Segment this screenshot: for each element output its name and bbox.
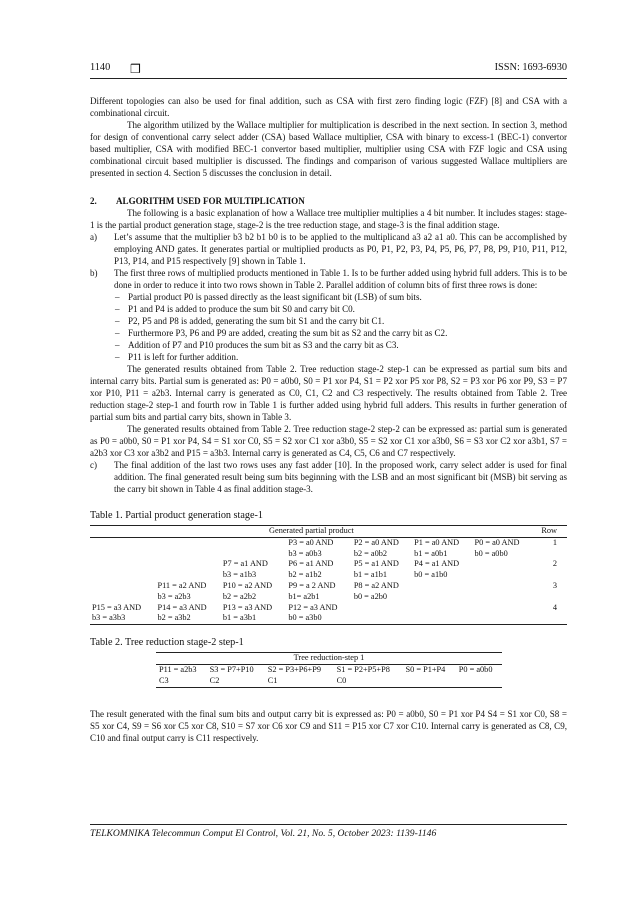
dash-item [90, 303, 567, 315]
table-1-caption: Table 1. Partial product generation stage-1 [90, 510, 263, 521]
table-row [90, 537, 567, 548]
table-cell: P13 = a3 AND [222, 602, 273, 612]
table-cell: b2 = a1b2 [288, 570, 322, 580]
table-row [90, 549, 567, 560]
table-cell: P0 = a0b0 [458, 664, 493, 674]
dash-marker: – [115, 352, 120, 362]
table-cell: b3 = a3b3 [90, 613, 155, 624]
table-cell: b3 = a2b3 [157, 591, 191, 601]
dash-marker: – [115, 316, 120, 326]
table-cell [473, 581, 533, 592]
table-row [90, 613, 567, 624]
dash-item [90, 339, 567, 351]
dash-item [90, 291, 567, 303]
list-item-c [90, 459, 567, 495]
dash-item [90, 327, 567, 339]
table-group-header: Generated partial product [90, 526, 533, 538]
running-header [90, 62, 567, 78]
intro-paragraph-1: Different topologies can also be used for final addition, such as CSA with first zero finding logic (FZF) [8] and CSA with a combinational circuit. [90, 96, 567, 118]
header-rule [90, 78, 567, 79]
table-cell: b1 = a1b1 [353, 570, 388, 580]
row-number: 2 [552, 559, 557, 569]
list-item-text: Let’s assume that the multiplier b3 b2 b1 b0 is to be applied to the multiplicand a3 a2 a1 a0. This can be accomplished by employing AND gates. It generates partial or multiplied products as P0, P1, P2, P3, P4, P5, P6, P7, P8, P9, P10, P11, P12, P13, P14, and P15 respectively [9] shown in Table 1. [114, 232, 567, 266]
list-item-text: The first three rows of multiplied products mentioned in Table 1. Is to be further added using hybrid full adders. This is to be done in order to reduce it into two rows shown in Table 2. Parallel addition of column bits of first three rows is done: [114, 268, 567, 290]
table-cell: P12 = a3 AND [288, 602, 338, 612]
table-cell: P7 = a1 AND [222, 559, 268, 569]
dash-marker: – [115, 328, 120, 338]
intro-paragraph-2: The algorithm utilized by the Wallace multiplier for multiplication is described in the next section. In section 3, method for design of conventional carry select adder (CSA) based Wallace multiplier, CSA with binary to excess-1 (BEC-1) convertor based multiplier, CSA with modified BEC-1 convertor based multiplier, multiplier using CSA with FZF logic and CSA using combinational circuit based multiplier is discussed. The findings and comparison of various suggested Wallace multipliers are presented in section 4. Section 5 discusses the conclusion in detail. [90, 120, 567, 178]
dash-text: P2, P5 and P8 is added, generating the sum bit S1 and the carry bit C1. [128, 316, 385, 326]
table-cell: P6 = a1 AND [288, 559, 334, 569]
table-cell: b1 = a0b1 [414, 548, 448, 558]
table-row-header: Row [533, 526, 567, 538]
row-number [533, 549, 567, 560]
section-title: ALGORITHM USED FOR MULTIPLICATION [116, 196, 305, 206]
table-header-row [156, 653, 502, 665]
closing-paragraph: The result generated with the final sum bits and output carry bit is expressed as: P0 = a0b0, S0 = P1 xor P4 S4 = S1 xor C0, S8 = S5 xor C4, S9 = S6 xor C5 xor C8, S10 = S7 xor C6 xor C9 and S11 = P15 xor C7 xor C10. Internal carry is generated as C8, C9, C10 and final output carry is C11 respectively. [90, 708, 567, 743]
table-cell [90, 592, 155, 603]
table-2 [156, 652, 502, 687]
paragraph-results-1: The generated results obtained from Table 2. Tree reduction stage-2 step-1 can be expressed as partial sum bits and internal carry bits. Partial sum is generated as: P0 = a0b0, S0 = P1 xor P4, S1 = P2 xor P5 xor P8, S2 = P3 xor P6 xor P9, S3 = P7 xor P10, P11 = a2b3. Internal carry is generated as C0, C1, C2 and C3 respectively. The results obtained from Table 2. Tree reduction stage-2 step-1 and fourth row in Table 1 is further added using hybrid full adders. This results in further generation of partial sum bits and partial carry bits, shown in Table 3. [90, 364, 567, 422]
dash-text: Furthermore P3, P6 and P9 are added, creating the sum bit as S2 and the carry bit as C2. [128, 328, 448, 338]
table-cell [412, 613, 472, 624]
table-cell: S1 = P2+P5+P8 [336, 664, 390, 674]
table-cell: P11 = a2 AND [157, 580, 207, 590]
table-cell: C2 [207, 676, 265, 687]
list-marker: c) [90, 460, 98, 470]
table-cell: C0 [334, 676, 403, 687]
box-icon: ❒ [130, 62, 141, 76]
paragraph-results-2: The generated results obtained from Table 2. Tree reduction stage-2 step-2 can be expressed as: partial sum is generated as P0 = a0b0, S0 = P1 xor P4, S4 = S1 xor C0, S5 = S2 xor C1 xor a3b0, S5 = S2 xor C1 xor a3b0, S6 = S3 xor C2 xor a3b1, S7 = a2b3 xor C3 xor a3b2 and P15 = a3b3. Internal carry is generated as C4, C5, C6 and C7 respectively. [90, 424, 567, 458]
table-cell: P8 = a2 AND [353, 580, 399, 590]
row-number [533, 570, 567, 581]
running-footer: TELKOMNIKA Telecommun Comput El Control, Vol. 21, No. 5, October 2023: 1139-1146 [90, 828, 437, 839]
table-cell: C1 [265, 676, 334, 687]
dash-marker: – [115, 292, 120, 302]
table-row [156, 676, 502, 687]
table-cell: b0 = a0b0 [474, 548, 508, 558]
table-row [90, 603, 567, 614]
row-number: 1 [552, 537, 557, 547]
table-cell [90, 570, 155, 581]
table-cell: P14 = a3 AND [157, 602, 207, 612]
table-header-row [90, 526, 567, 538]
table-cell: P11 = a2b3 [159, 664, 197, 674]
list-item-b [90, 267, 567, 291]
table-cell [155, 559, 220, 570]
page-number: 1140 [90, 62, 111, 73]
dash-text: P11 is left for further addition. [128, 352, 239, 362]
row-number: 4 [552, 602, 557, 612]
dash-text: P1 and P4 is added to produce the sum bit S0 and carry bit C0. [128, 304, 355, 314]
section-number: 2. [90, 196, 97, 206]
table-cell: P10 = a2 AND [222, 580, 273, 590]
table-cell: b1= a2b1 [288, 591, 320, 601]
list-item-text: The final addition of the last two rows uses any fast adder [10]. In the proposed work, carry select adder is used for final addition. The final generated result being sum bits beginning with the LSB and an most significant bit (MSB) bit serving as the carry bit shown in Table 4 as final addition stage-3. [114, 460, 567, 494]
table-cell: P5 = a1 AND [353, 559, 399, 569]
table-cell [456, 676, 502, 687]
dash-marker: – [115, 304, 120, 314]
list-item-a [90, 231, 567, 267]
list-marker: b) [90, 268, 98, 278]
table-cell: b3 = a1b3 [222, 570, 257, 580]
table-cell: b2 = a2b2 [222, 591, 257, 601]
table-cell: P2 = a0 AND [353, 537, 399, 547]
table-cell: b0 = a3b0 [286, 613, 351, 624]
row-number [533, 592, 567, 603]
table-cell: P4 = a1 AND [414, 559, 460, 569]
table-cell: b2 = a0b2 [353, 548, 388, 558]
table-group-header: Tree reduction-step 1 [156, 653, 502, 665]
dash-marker: – [115, 340, 120, 350]
dash-item [90, 351, 567, 363]
table-row [90, 570, 567, 581]
table-cell [155, 549, 220, 560]
table-cell [352, 603, 412, 614]
table-cell [90, 549, 155, 560]
table-2-caption: Table 2. Tree reduction stage-2 step-1 [90, 637, 244, 649]
table-cell [473, 559, 533, 570]
table-cell [412, 592, 472, 603]
section-lead: The following is a basic explanation of how a Wallace tree multiplier multiplies a 4 bit number. It includes stages: stage-1 is the partial product generation stage, stage-2 is the tree reduction stage, and stage-3 is the final addition stage. [90, 208, 567, 230]
table-row [156, 664, 502, 675]
table-cell [473, 570, 533, 581]
footer-rule [90, 824, 567, 825]
row-number: 3 [552, 580, 557, 590]
table-row [90, 592, 567, 603]
table-cell: C3 [156, 676, 207, 687]
table-cell: P3 = a0 AND [288, 537, 334, 547]
table-cell [221, 549, 286, 560]
issn: ISSN: 1693-6930 [494, 62, 567, 73]
table-cell [473, 603, 533, 614]
table-cell [90, 581, 155, 592]
table-cell [412, 581, 472, 592]
dash-text: Addition of P7 and P10 produces the sum bit as S3 and the carry bit as C3. [128, 340, 399, 350]
table-cell [90, 537, 155, 548]
table-cell: b2 = a3b2 [155, 613, 220, 624]
table-cell: b1 = a3b1 [221, 613, 286, 624]
table-cell: P15 = a3 AND [92, 602, 142, 612]
table-cell: P0 = a0 AND [474, 537, 520, 547]
table-1 [90, 525, 567, 625]
section-heading [90, 195, 567, 207]
table-cell: P9 = a 2 AND [288, 580, 336, 590]
table-cell [473, 592, 533, 603]
dash-text: Partial product P0 is passed directly as the least significant bit (LSB) of sum bits. [128, 292, 422, 302]
table-cell [473, 613, 533, 624]
table-cell [155, 570, 220, 581]
table-cell: b0 = a1b0 [414, 570, 448, 580]
table-cell: b0 = a2b0 [353, 591, 388, 601]
table-row [90, 559, 567, 570]
list-marker: a) [90, 232, 98, 242]
table-cell: b3 = a0b3 [288, 548, 322, 558]
table-cell [352, 613, 412, 624]
table-cell [403, 676, 456, 687]
table-cell: S0 = P1+P4 [405, 664, 446, 674]
table-cell [412, 603, 472, 614]
dash-item [90, 315, 567, 327]
table-cell: S2 = P3+P6+P9 [267, 664, 321, 674]
table-cell: S3 = P7+P10 [209, 664, 254, 674]
table-cell [221, 537, 286, 548]
table-cell [90, 559, 155, 570]
body-text [90, 95, 567, 744]
row-number [533, 613, 567, 624]
table-row [90, 581, 567, 592]
table-cell: P1 = a0 AND [414, 537, 460, 547]
table-cell [155, 537, 220, 548]
